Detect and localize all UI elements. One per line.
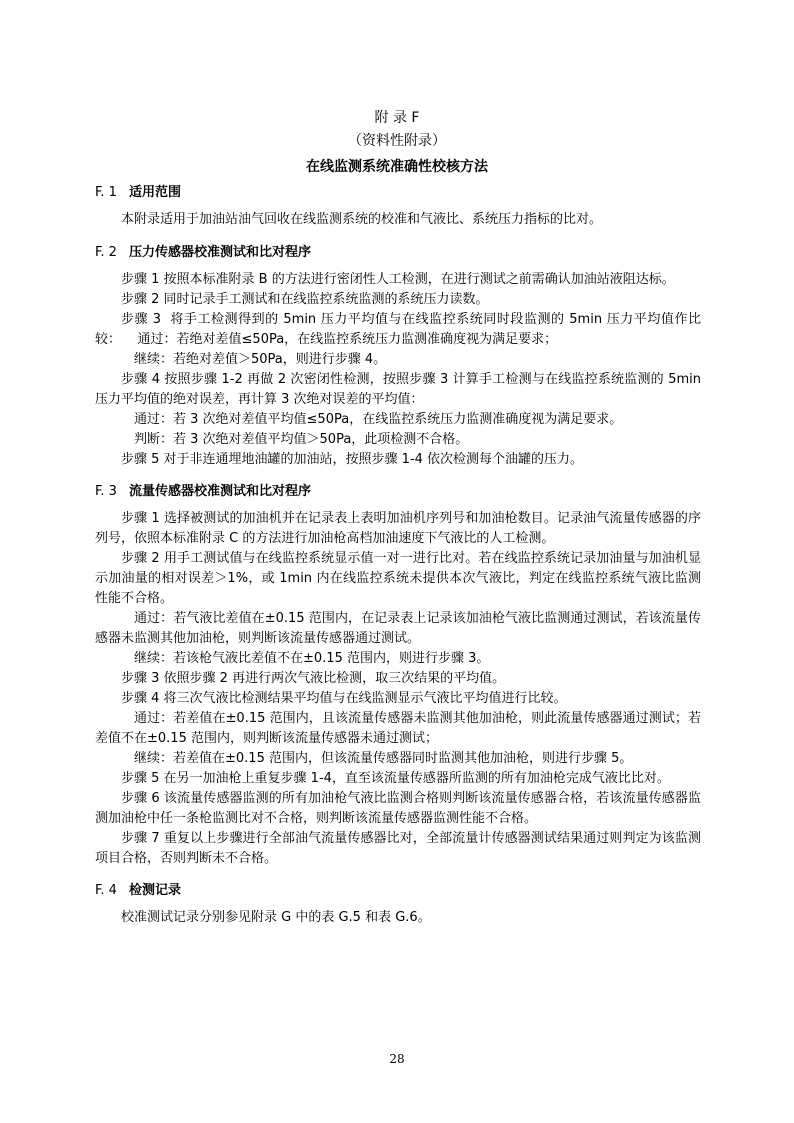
section-number: F. 2	[95, 245, 117, 260]
step-paragraph: 步骤 2 同时记录手工测试和在线监控系统监测的系统压力读数。	[121, 292, 489, 307]
result-paragraph: 继续：若绝对差值＞50Pa，则进行步骤 4。	[134, 352, 387, 367]
section-heading-f3	[95, 482, 701, 502]
paragraph: 校准测试记录分别参见附录 G 中的表 G.5 和表 G.6。	[121, 910, 431, 925]
paragraph: 本附录适用于加油站油气回收在线监测系统的校准和气液比、系统压力指标的比对。	[121, 212, 603, 227]
section-title: 压力传感器校准测试和比对程序	[129, 245, 312, 260]
result-paragraph: 通过：若气液比差值在±0.15 范围内，在记录表上记录该加油枪气液比监测通过测试，若该流量传感器未监测其他加油枪，则判断该流量传感器通过测试。	[95, 611, 701, 646]
section-title: 适用范围	[129, 185, 182, 200]
step-paragraph: 步骤 2 用手工测试值与在线监控系统显示值一对一进行比对。若在线监控系统记录加油量与加油机显示加油量的相对误差＞1%，或 1min 内在线监控系统未提供本次气液比，判定在线监控系统气液比监测性能不合格。	[95, 551, 701, 606]
section-heading-f4	[95, 881, 701, 901]
step-paragraph: 步骤 5 对于非连通埋地油罐的加油站，按照步骤 1-4 依次检测每个油罐的压力。	[121, 452, 584, 467]
step-paragraph: 步骤 6 该流量传感器监测的所有加油枪气液比监测合格则判断该流量传感器合格，若该流量传感器监测加油枪中任一条枪监测比对不合格，则判断该流量传感器监测性能不合格。	[95, 791, 701, 826]
result-paragraph: 通过：若差值在±0.15 范围内，且该流量传感器未监测其他加油枪，则此流量传感器通过测试；若差值不在±0.15 范围内，则判断该流量传感器未通过测试；	[95, 711, 701, 746]
annex-type: （资料性附录）	[348, 133, 446, 149]
annex-body	[95, 183, 701, 928]
section-number: F. 4	[95, 883, 117, 898]
annex-label: 附 录 F	[374, 110, 420, 126]
result-paragraph: 继续：若该枪气液比差值不在±0.15 范围内，则进行步骤 3。	[134, 651, 490, 666]
step-paragraph: 步骤 4 将三次气液比检测结果平均值与在线监测显示气液比平均值进行比较。	[121, 691, 567, 706]
step-paragraph: 步骤 1 选择被测试的加油机并在记录表上表明加油机序列号和加油枪数目。记录油气流量传感器的序列号，依照本标准附录 C 的方法进行加油枪高档加油速度下气液比的人工检测。	[95, 511, 701, 546]
result-paragraph: 通过：若 3 次绝对差值平均值≤50Pa，在线监控系统压力监测准确度视为满足要求。	[134, 412, 623, 427]
section-number: F. 3	[95, 484, 117, 499]
step-paragraph: 步骤 7 重复以上步骤进行全部油气流量传感器比对，全部流量计传感器测试结果通过则判定为该监测项目合格，否则判断未不合格。	[95, 831, 701, 866]
section-number: F. 1	[95, 185, 117, 200]
section-title: 检测记录	[129, 883, 182, 898]
result-paragraph: 判断：若 3 次绝对差值平均值＞50Pa，此项检测不合格。	[134, 432, 469, 447]
step-paragraph: 步骤 4 按照步骤 1-2 再做 2 次密闭性检测，按照步骤 3 计算手工检测与在线监控系统监测的 5min 压力平均值的绝对误差，再计算 3 次绝对误差的平均值：	[95, 372, 701, 407]
step-paragraph: 步骤 1 按照本标准附录 B 的方法进行密闭性人工检测，在进行测试之前需确认加油站液阻达标。	[121, 272, 675, 287]
section-heading-f1	[95, 183, 701, 203]
step-paragraph: 步骤 3 将手工检测得到的 5min 压力平均值与在线监控系统同时段监测的 5min 压力平均值作比较： 通过：若绝对差值≤50Pa，在线监控系统压力监测准确度视为满足要求；	[95, 312, 701, 347]
step-paragraph: 步骤 3 依照步骤 2 再进行两次气液比检测，取三次结果的平均值。	[121, 671, 506, 686]
result-paragraph: 继续：若差值在±0.15 范围内，但该流量传感器同时监测其他加油枪，则进行步骤 5。	[134, 751, 633, 766]
annex-title: 在线监测系统准确性校核方法	[306, 159, 488, 175]
section-heading-f2	[95, 243, 701, 263]
page-number: 28	[389, 1052, 405, 1066]
step-paragraph: 步骤 5 在另一加油枪上重复步骤 1-4，直至该流量传感器所监测的所有加油枪完成气液比比对。	[121, 771, 670, 786]
section-title: 流量传感器校准测试和比对程序	[129, 484, 312, 499]
